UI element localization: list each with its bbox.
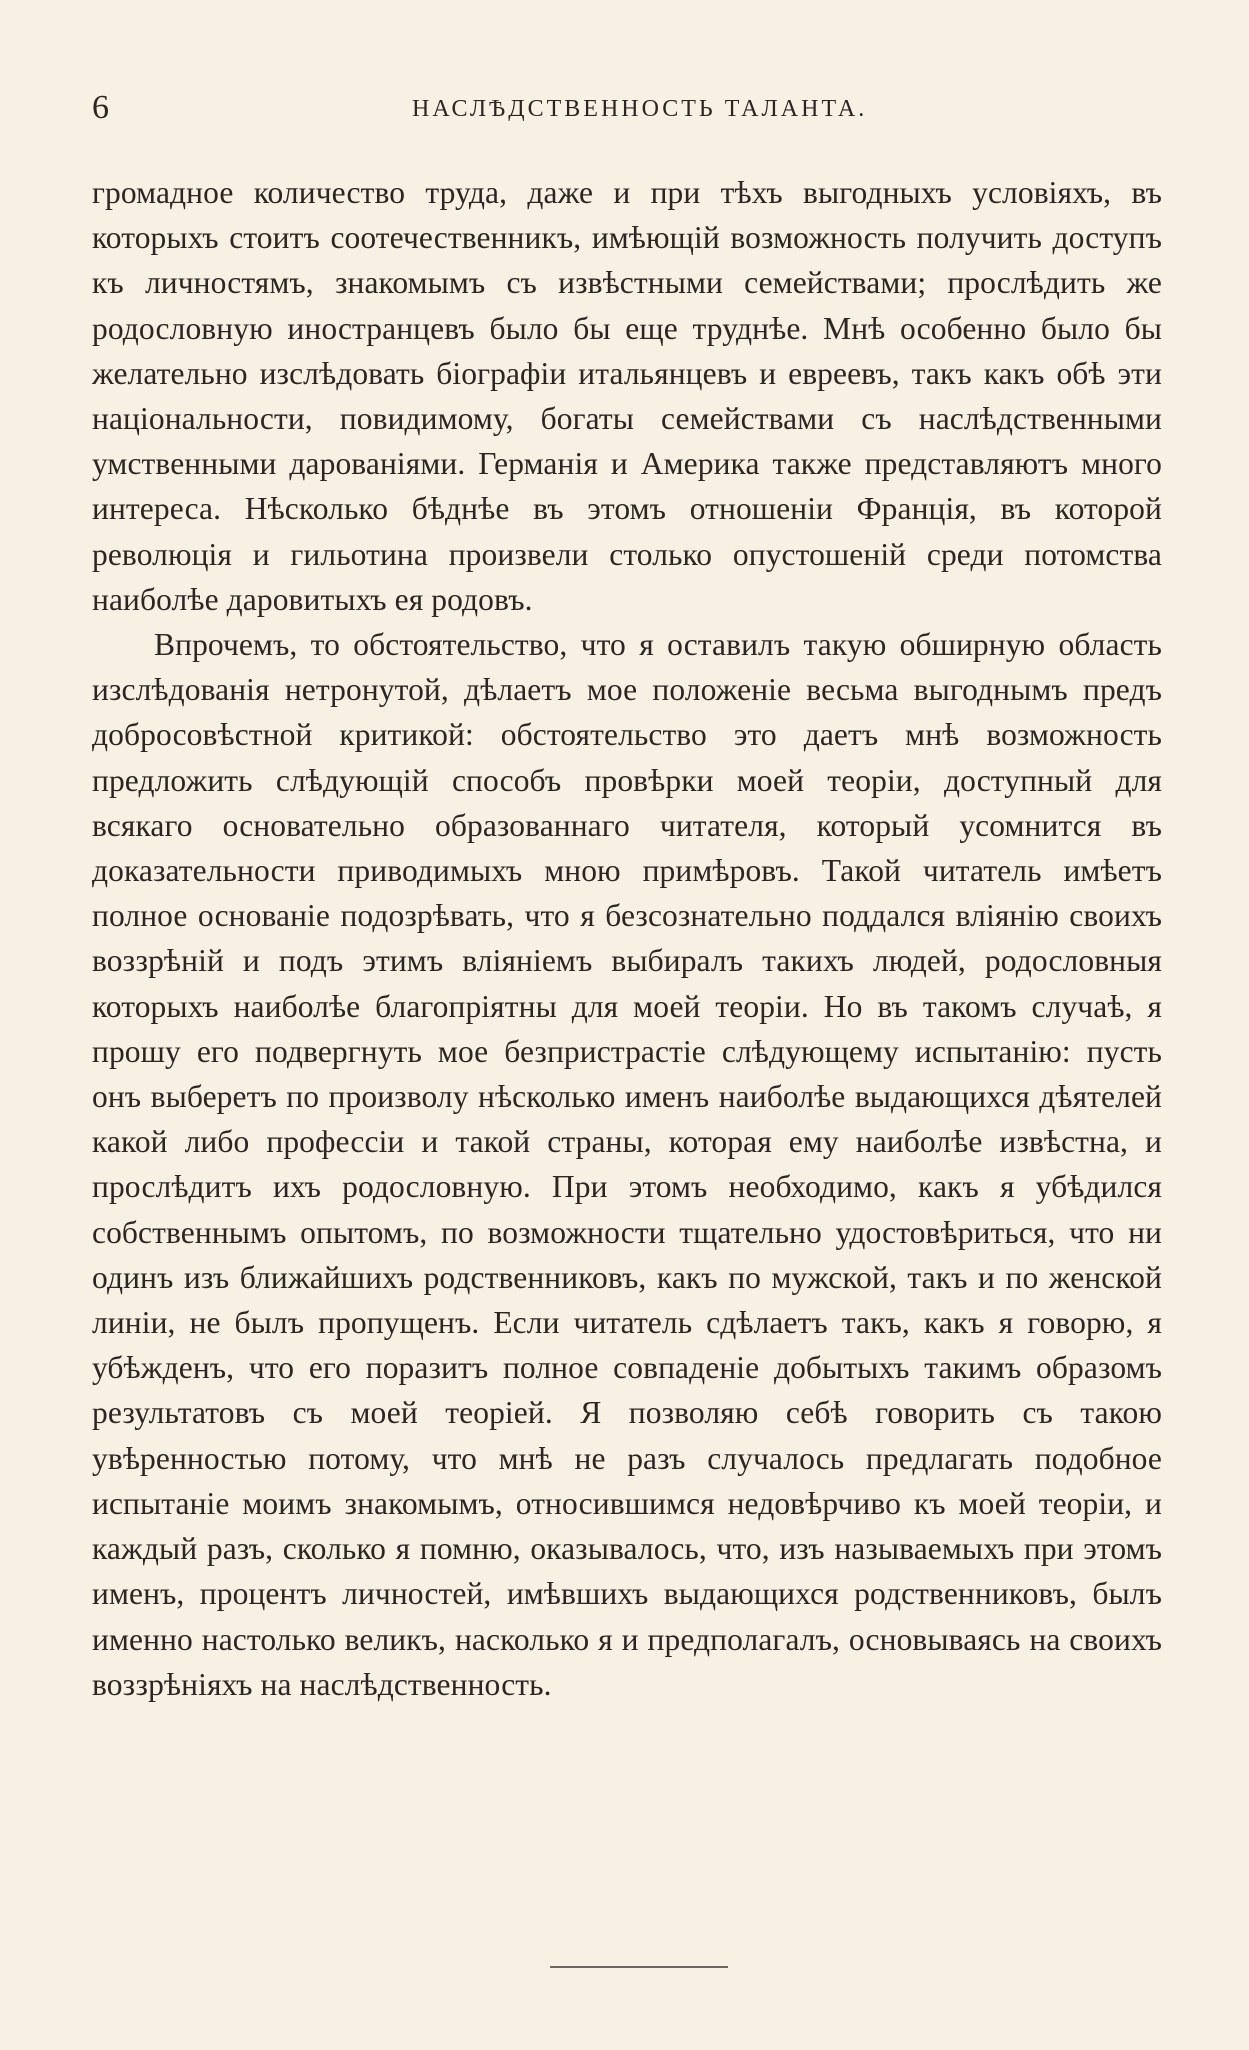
paragraph: Впрочемъ, то обстоятельство, что я оставилъ такую обширную область изслѣдованія нетронутой, дѣлаетъ мое положеніе весьма выгоднымъ предъ добросовѣстной критикой: обстоятельство это даетъ мнѣ возможность предложить слѣдующій способъ провѣрки моей теоріи, доступный для всякаго основательно образованнаго читателя, который усомнится въ доказательности приводимыхъ мною примѣровъ. Такой читатель имѣетъ полное основаніе подозрѣвать, что я безсознательно поддался вліянію своихъ воззрѣній и подъ этимъ вліяніемъ выбиралъ такихъ людей, родословныя которыхъ наиболѣе благопріятны для моей теоріи. Но въ такомъ случаѣ, я прошу его подвергнуть мое безпристрастіе слѣдующему испытанію: пусть онъ выберетъ по произволу нѣсколько именъ наиболѣе выдающихся дѣятелей какой либо профессіи и такой страны, которая ему наиболѣе извѣстна, и прослѣдитъ ихъ родословную. При этомъ необходимо, какъ я убѣдился собственнымъ опытомъ, по возможности тщательно удостовѣриться, что ни одинъ изъ ближайшихъ родственниковъ, какъ по мужской, такъ и по женской линіи, не былъ пропущенъ. Если читатель сдѣлаетъ такъ, какъ я говорю, я убѣжденъ, что его поразитъ полное совпаденіе добытыхъ такимъ образомъ результатовъ съ моей теоріей. Я позволяю себѣ говорить съ такою увѣренностью потому, что мнѣ не разъ случалось предлагать подобное испытаніе моимъ знакомымъ, относившимся недовѣрчиво къ моей теоріи, и каждый разъ, сколько я помню, оказывалось, что, изъ называемыхъ при этомъ именъ, процентъ личностей, имѣвшихъ выдающихся родственниковъ, былъ именно настолько великъ, насколько я и предполагалъ, основываясь на своихъ воззрѣніяхъ на наслѣдственность. xyxy=(92,627,1162,1702)
paragraph-continued: громадное количество труда, даже и при тѣхъ выгодныхъ условіяхъ, въ которыхъ стоитъ соотечественникъ, имѣющій возможность получить доступъ къ личностямъ, знакомымъ съ извѣстными семействами; прослѣдить же родословную иностранцевъ было бы еще труднѣе. Мнѣ особенно было бы желательно изслѣдовать біографіи итальянцевъ и евреевъ, такъ какъ обѣ эти національности, повидимому, богаты семействами съ наслѣдственными умственными дарованіями. Германія и Америка также представляютъ много интереса. Нѣсколько бѣднѣе въ этомъ отношеніи Францiя, въ которой революція и гильотина произвели столько опустошеній среди потомства наиболѣе даровитыхъ ея родовъ. xyxy=(92,175,1162,617)
running-head: НАСЛѢДСТВЕННОСТЬ ТАЛАНТА. xyxy=(412,96,868,122)
body-text xyxy=(92,170,1162,1707)
page-number: 6 xyxy=(92,89,109,126)
page-header xyxy=(92,88,1157,138)
end-rule xyxy=(550,1966,728,1968)
